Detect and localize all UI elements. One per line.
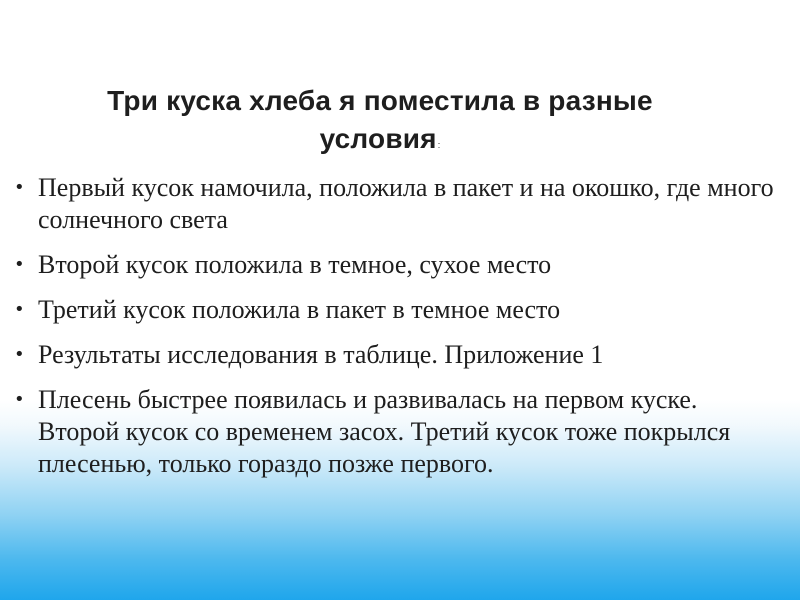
bullet-item — [14, 384, 774, 480]
bullet-item — [14, 294, 774, 326]
bullet-text: Третий кусок положила в пакет в темное место — [38, 295, 561, 324]
bullet-item — [14, 249, 774, 281]
bullet-dot-icon: • — [14, 177, 25, 198]
title-colon-mark: : — [437, 140, 441, 150]
bullet-text: Плесень быстрее появилась и развивалась на первом куске. Второй кусок со временем засох. Третий кусок тоже покрылся плесенью, только гораздо позже первого. — [38, 385, 731, 478]
slide-title — [60, 82, 700, 164]
bullet-text: Результаты исследования в таблице. Приложение 1 — [38, 340, 604, 369]
slide-title-text: Три куска хлеба я поместила в разные условия — [107, 85, 653, 154]
bullet-list — [14, 172, 774, 493]
bullet-text: Первый кусок намочила, положила в пакет и на окошко, где много солнечного света — [38, 173, 774, 234]
bullet-dot-icon: • — [14, 254, 25, 275]
bullet-item — [14, 172, 774, 236]
bullet-item — [14, 339, 774, 371]
bullet-dot-icon: • — [14, 344, 25, 365]
bullet-dot-icon: • — [14, 299, 25, 320]
bullet-dot-icon: • — [14, 389, 25, 410]
bullet-text: Второй кусок положила в темное, сухое место — [38, 250, 552, 279]
